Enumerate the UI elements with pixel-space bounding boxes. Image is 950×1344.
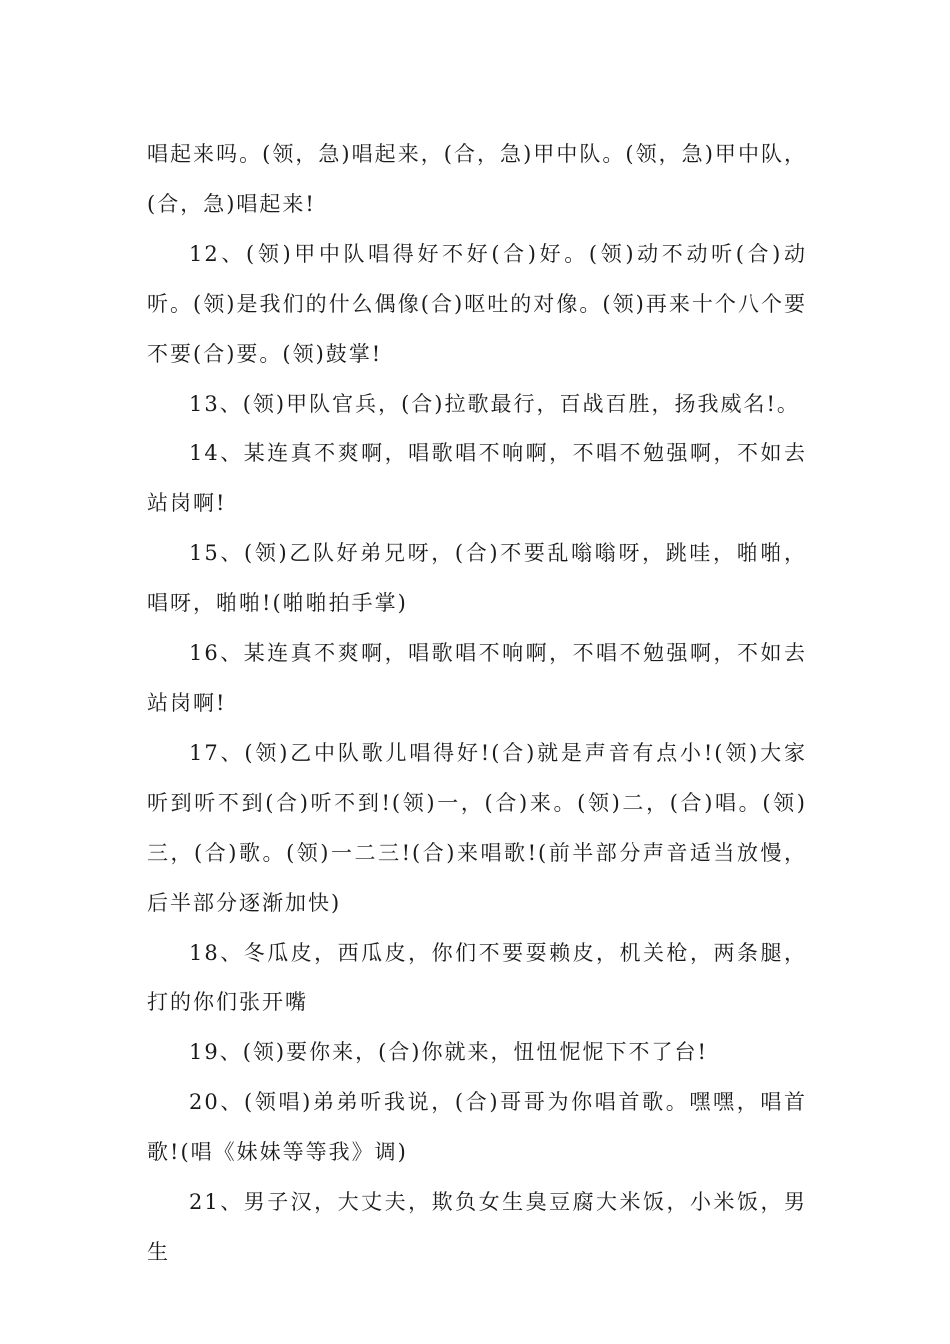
paragraph-17: 17、(领)乙中队歌儿唱得好!(合)就是声音有点小!(领)大家听到听不到(合)听不到!(领)一，(合)来。(领)二，(合)唱。(领)三，(合)歌。(领)一二三!(合)来唱歌!(前半部分声音适当放慢，后半部分逐渐加快) xyxy=(147,740,807,915)
paragraph-14: 14、某连真不爽啊，唱歌唱不响啊，不唱不勉强啊，不如去站岗啊! xyxy=(147,441,807,516)
paragraph-21: 21、男子汉，大丈夫，欺负女生臭豆腐大米饭，小米饭，男生 xyxy=(147,1190,807,1264)
paragraph-16: 16、某连真不爽啊，唱歌唱不响啊，不唱不勉强啊，不如去站岗啊! xyxy=(147,641,807,715)
paragraph-15: 15、(领)乙队好弟兄呀，(合)不要乱嗡嗡呀，跳哇，啪啪，唱呀，啪啪!(啪啪拍手掌) xyxy=(147,541,807,616)
paragraph-18: 18、冬瓜皮，西瓜皮，你们不要耍赖皮，机关枪，两条腿，打的你们张开嘴 xyxy=(147,940,807,1015)
paragraph-continuation: 唱起来吗。(领，急)唱起来，(合，急)甲中队。(领，急)甲中队，(合，急)唱起来! xyxy=(147,142,807,216)
paragraph-13: 13、(领)甲队官兵，(合)拉歌最行，百战百胜，扬我威名!。 xyxy=(189,391,800,416)
document-body xyxy=(147,130,807,1278)
paragraph-20: 20、(领唱)弟弟听我说，(合)哥哥为你唱首歌。嘿嘿，唱首歌!(唱《妹妹等等我》调) xyxy=(147,1090,807,1165)
paragraph-19: 19、(领)要你来，(合)你就来，忸忸怩怩下不了台! xyxy=(189,1040,708,1065)
paragraph-12: 12、(领)甲中队唱得好不好(合)好。(领)动不动听(合)动听。(领)是我们的什么偶像(合)呕吐的对像。(领)再来十个八个要不要(合)要。(领)鼓掌! xyxy=(147,241,807,366)
